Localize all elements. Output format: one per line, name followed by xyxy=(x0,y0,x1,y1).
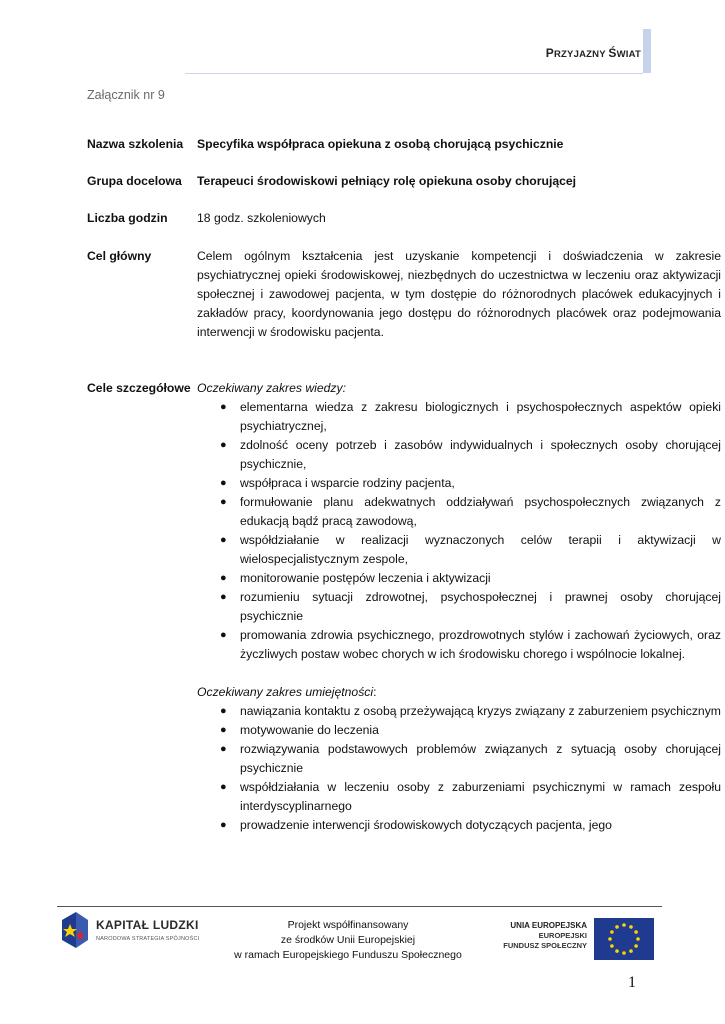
kapital-ludzki-subtitle: NARODOWA STRATEGIA SPÓJNOŚCI xyxy=(96,936,200,942)
footer-line: w ramach Europejskiego Funduszu Społecznego xyxy=(234,949,462,961)
list-item-text: rozumieniu sytuacji zdrowotnej, psychospołecznej i prawnej osoby chorującej psychicznie xyxy=(240,590,721,623)
main-goal-value: Celem ogólnym kształcenia jest uzyskanie kompetencji i doświadczenia w zakresie psychiatrycznej opieki środowiskowej, niezbędnych do uczestnictwa w leczeniu oraz aktywizacji społecznej i zawodowej pacjenta, w tym dostępie do różnorodnych placówek edukacyjnych i zakładów pracy, koordynowania jego dostępu do różnorodnych placówek oraz podejmowania interwencji w środowisku pacjenta. xyxy=(197,249,721,339)
attachment-label: Załącznik nr 9 xyxy=(87,88,165,102)
list-item xyxy=(218,816,721,835)
training-name-label: Nazwa szkolenia xyxy=(87,137,184,151)
header-part-2: WIAT xyxy=(616,49,641,60)
bullet-icon: ● xyxy=(220,401,227,413)
kapital-ludzki-star-icon xyxy=(60,910,90,950)
header-accent-bar xyxy=(643,29,651,73)
footer-divider xyxy=(57,906,662,907)
eu-line: EUROPEJSKI xyxy=(538,931,587,940)
list-item xyxy=(218,436,721,474)
list-item xyxy=(218,569,721,588)
list-item xyxy=(218,531,721,569)
list-item xyxy=(218,721,721,740)
list-item xyxy=(218,398,721,436)
list-item xyxy=(218,493,721,531)
detailed-goals-value xyxy=(197,379,721,835)
header-divider xyxy=(185,73,643,74)
bullet-icon: ● xyxy=(220,705,227,717)
list-item-text: zdolność oceny potrzeb i zasobów indywidualnych i społecznych osoby chorującej psychicznie, xyxy=(240,438,721,471)
bullet-icon: ● xyxy=(220,439,227,451)
list-item xyxy=(218,474,721,493)
list-item-text: nawiązania kontaktu z osobą przeżywającą kryzys związany z zaburzeniem psychicznym xyxy=(240,704,721,718)
list-item xyxy=(218,702,721,721)
list-item-text: formułowanie planu adekwatnych oddziaływań psychospołecznych związanych z edukacją bądź pracą zawodową, xyxy=(240,495,721,528)
list-item-text: promowania zdrowia psychicznego, prozdrowotnych stylów i zachowań życiowych, oraz życzliwych postaw wobec chorych w ich środowisku chorego i wspólnocie lokalnej. xyxy=(240,628,721,661)
skills-title xyxy=(197,683,721,702)
main-goal-label: Cel główny xyxy=(87,249,152,263)
header-part-1: RZYJAZNY xyxy=(553,49,609,60)
bullet-icon: ● xyxy=(220,743,227,755)
list-item-text: współpraca i wsparcie rodziny pacjenta, xyxy=(240,476,455,490)
kapital-ludzki-logo xyxy=(60,908,220,954)
header-second-cap: Ś xyxy=(608,46,617,60)
list-item-text: współdziałanie w realizacji wyznaczonych celów terapii i aktywizacji w wielospecjalistycznym zespole, xyxy=(240,533,721,566)
bullet-icon: ● xyxy=(220,781,227,793)
list-item-text: prowadzenie interwencji środowiskowych dotyczących pacjenta, jego xyxy=(240,818,612,832)
list-item-text: elementarna wiedza z zakresu biologicznych i psychospołecznych aspektów opieki psychiatrycznej, xyxy=(240,400,721,433)
list-item-text: monitorowanie postępów leczenia i aktywizacji xyxy=(240,571,491,585)
bullet-icon: ● xyxy=(220,496,227,508)
footer-line: ze środków Unii Europejskiej xyxy=(280,934,416,946)
list-item xyxy=(218,588,721,626)
skills-title-colon: : xyxy=(373,685,377,699)
skills-title-text: Oczekiwany zakres umiejętności xyxy=(197,685,374,699)
list-item xyxy=(218,740,721,778)
kapital-ludzki-title: KAPITAŁ LUDZKI xyxy=(96,918,199,932)
header-first-cap: P xyxy=(545,46,554,60)
bullet-icon: ● xyxy=(220,477,227,489)
page-number: 1 xyxy=(628,974,636,991)
bullet-icon: ● xyxy=(220,534,227,546)
target-group-value: Terapeuci środowiskowi pełniący rolę opiekuna osoby chorującej xyxy=(197,174,577,188)
list-item xyxy=(218,778,721,816)
list-item-text: motywowanie do leczenia xyxy=(240,723,379,737)
knowledge-list xyxy=(218,398,721,664)
bullet-icon: ● xyxy=(220,724,227,736)
training-name-value: Specyfika współpraca opiekuna z osobą chorującą psychicznie xyxy=(197,137,564,151)
hours-label: Liczba godzin xyxy=(87,211,168,225)
skills-list xyxy=(218,702,721,835)
running-header xyxy=(546,46,641,60)
list-item-text: współdziałania w leczeniu osoby z zaburzeniami psychicznymi w ramach zespołu interdyscyplinarnego xyxy=(240,780,721,813)
bullet-icon: ● xyxy=(220,629,227,641)
list-item xyxy=(218,626,721,664)
eu-logo-text xyxy=(497,921,587,951)
knowledge-title: Oczekiwany zakres wiedzy: xyxy=(197,381,347,395)
list-item-text: rozwiązywania podstawowych problemów związanych z sytuacją osoby chorującej psychicznie xyxy=(240,742,721,775)
hours-value: 18 godz. szkoleniowych xyxy=(197,211,326,225)
bullet-icon: ● xyxy=(220,591,227,603)
bullet-icon: ● xyxy=(220,819,227,831)
footer-cofinancing-note xyxy=(213,918,483,963)
bullet-icon: ● xyxy=(220,572,227,584)
footer-line: Projekt współfinansowany xyxy=(287,919,409,931)
target-group-label: Grupa docelowa xyxy=(87,174,182,188)
eu-flag-icon xyxy=(594,918,654,960)
eu-line: UNIA EUROPEJSKA xyxy=(510,921,587,930)
detailed-goals-label: Cele szczegółowe xyxy=(87,381,191,395)
eu-line: FUNDUSZ SPOŁECZNY xyxy=(503,941,587,950)
